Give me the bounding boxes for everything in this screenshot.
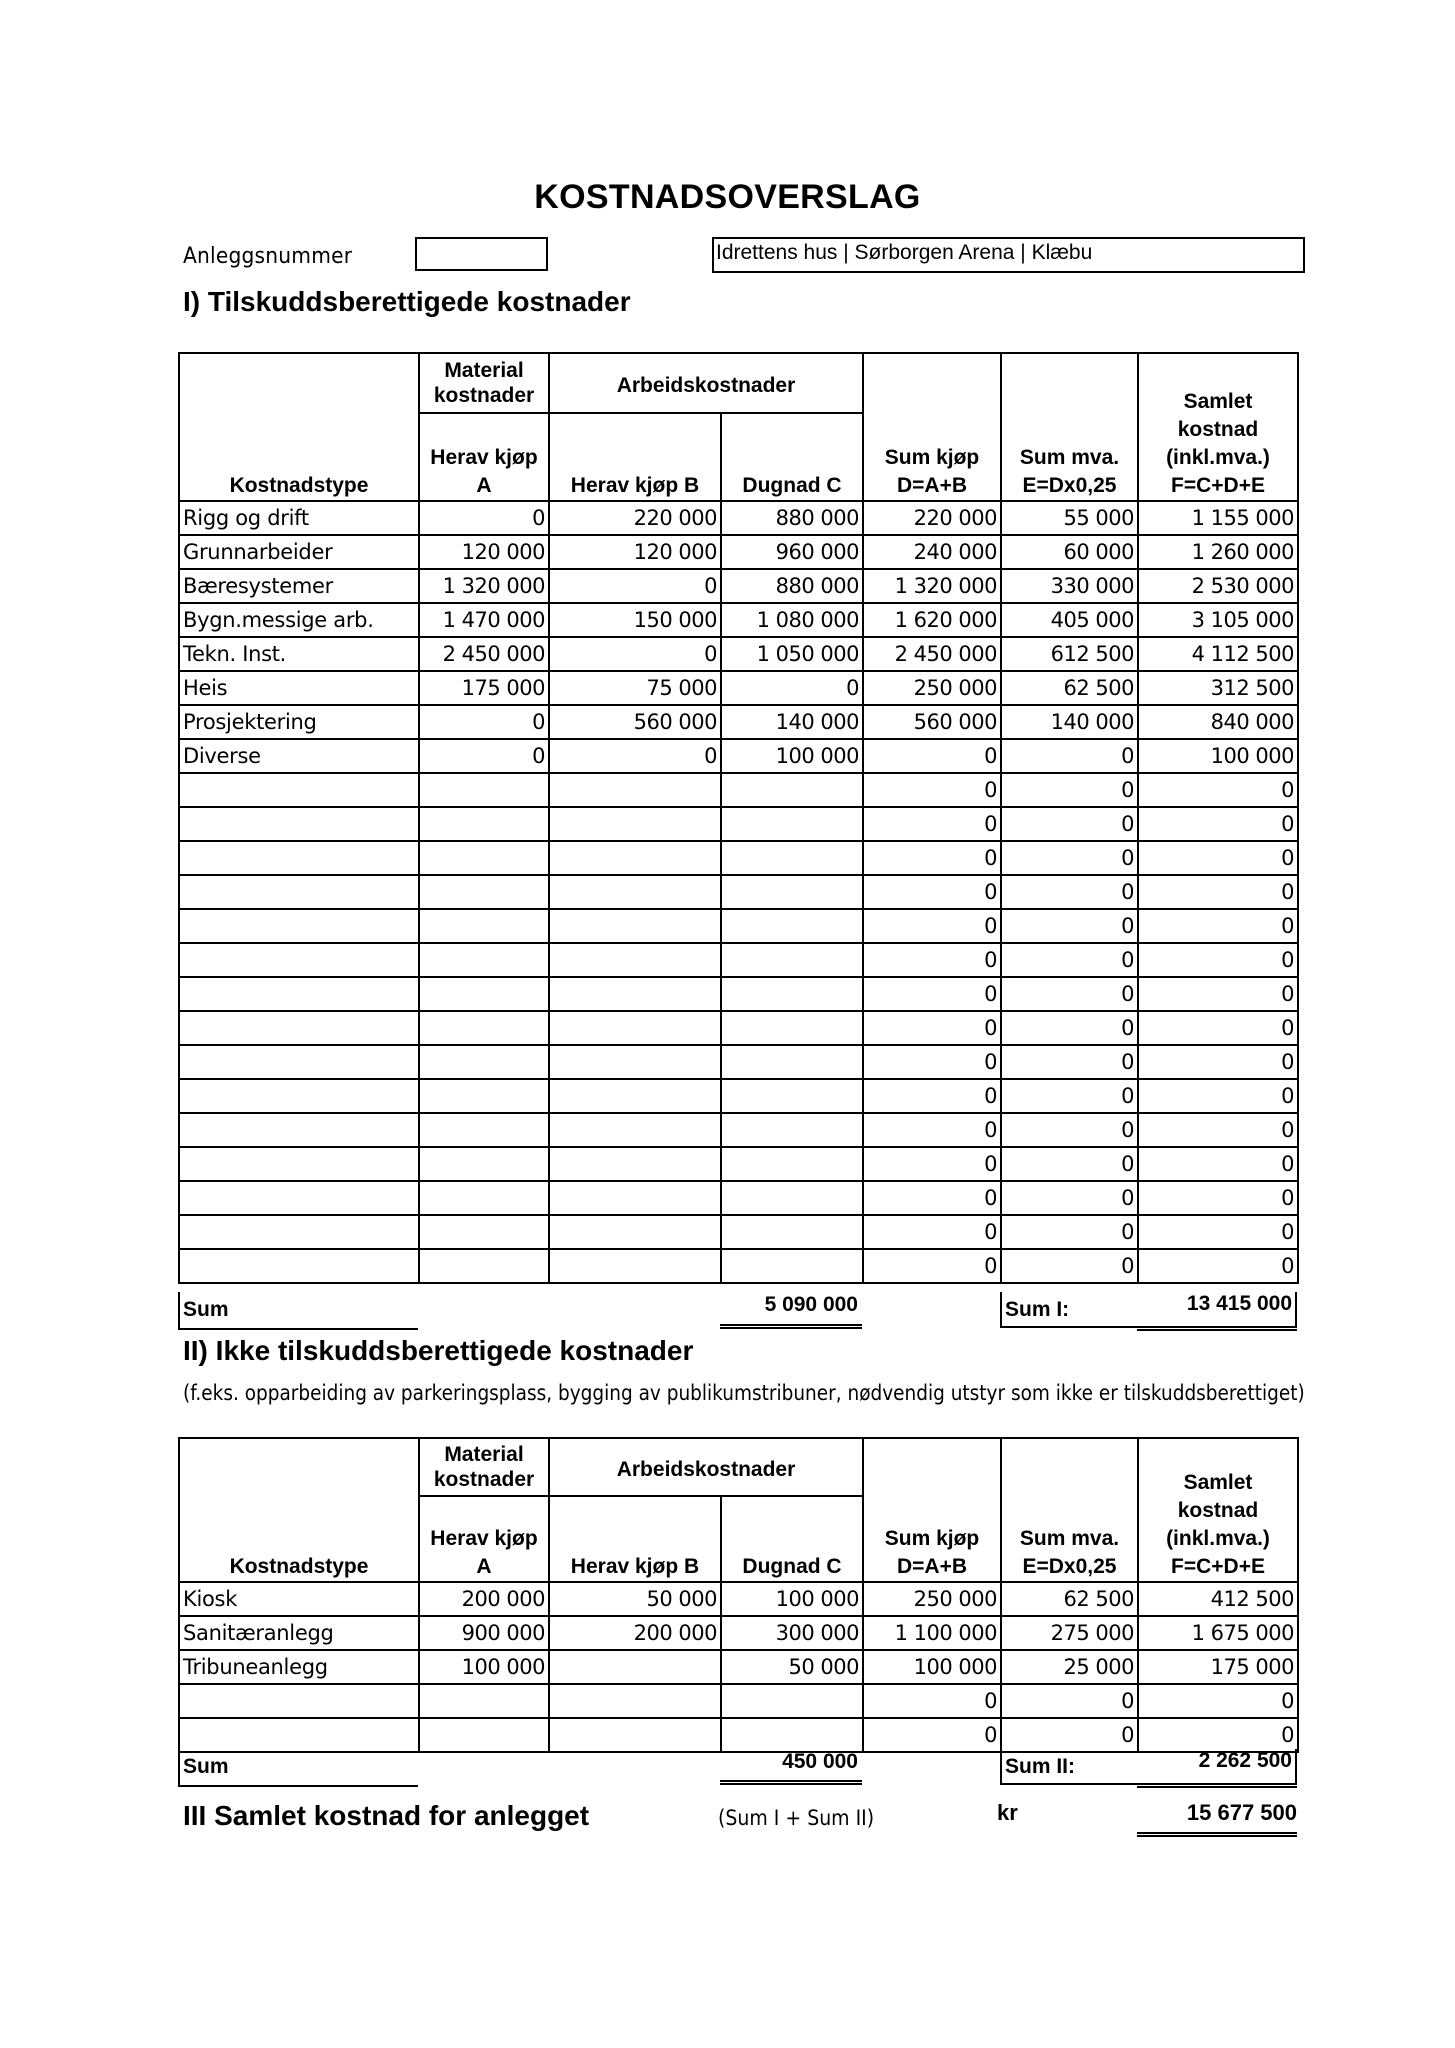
cell-col-d[interactable]: 0	[863, 1079, 1001, 1113]
cell-col-a[interactable]: 0	[419, 705, 549, 739]
table-row	[179, 637, 1298, 671]
cell-col-b[interactable]	[549, 1113, 721, 1147]
cell-kostnadstype[interactable]	[179, 841, 419, 875]
cell-col-e[interactable]: 0	[1001, 1684, 1138, 1718]
total-value: 15 677 500	[1186, 1800, 1297, 1825]
cell-col-b[interactable]: 75 000	[549, 671, 721, 705]
table-row	[179, 1249, 1298, 1283]
cell-kostnadstype[interactable]	[179, 1249, 419, 1283]
cell-kostnadstype[interactable]	[179, 807, 419, 841]
cell-col-c[interactable]: 100 000	[721, 739, 863, 773]
table-row	[179, 1616, 1298, 1650]
cell-kostnadstype[interactable]: Kiosk	[179, 1582, 419, 1616]
table-row	[179, 705, 1298, 739]
table-row	[179, 1582, 1298, 1616]
section2-table	[178, 1437, 1299, 1753]
header-arbeid-group: Arbeidskostnader	[549, 1438, 863, 1496]
cell-kostnadstype[interactable]	[179, 943, 419, 977]
cell-col-c[interactable]: 300 000	[721, 1616, 863, 1650]
cell-col-e[interactable]: 0	[1001, 943, 1138, 977]
header-kostnadstype: Kostnadstype	[179, 353, 419, 501]
section2-sum-total-underline	[1137, 1783, 1297, 1788]
section1-sum-label: Sum	[183, 1298, 229, 1321]
cell-col-c[interactable]	[721, 1684, 863, 1718]
cell-col-b[interactable]: 0	[549, 637, 721, 671]
cell-col-d[interactable]: 220 000	[863, 501, 1001, 535]
cell-col-d[interactable]: 240 000	[863, 535, 1001, 569]
cell-col-e[interactable]: 275 000	[1001, 1616, 1138, 1650]
cell-col-c[interactable]	[721, 1249, 863, 1283]
total-currency: kr	[997, 1800, 1018, 1825]
cell-col-d[interactable]: 0	[863, 841, 1001, 875]
cell-col-e[interactable]: 140 000	[1001, 705, 1138, 739]
cell-col-a[interactable]: 175 000	[419, 671, 549, 705]
cell-col-d[interactable]: 0	[863, 909, 1001, 943]
header-col-f: Samlet kostnad (inkl.mva.) F=C+D+E	[1138, 353, 1298, 501]
table-row	[179, 1147, 1298, 1181]
cell-col-d[interactable]: 100 000	[863, 1650, 1001, 1684]
cell-col-c[interactable]: 880 000	[721, 501, 863, 535]
cell-col-a[interactable]	[419, 1249, 549, 1283]
cell-col-a[interactable]	[419, 1718, 549, 1752]
cell-col-a[interactable]	[419, 943, 549, 977]
header-material-group: Material kostnader	[419, 353, 549, 413]
table-row	[179, 773, 1298, 807]
cell-col-c[interactable]	[721, 1045, 863, 1079]
cell-col-b[interactable]	[549, 807, 721, 841]
table-row	[179, 1113, 1298, 1147]
cell-col-e[interactable]: 0	[1001, 1147, 1138, 1181]
cell-kostnadstype[interactable]: Diverse	[179, 739, 419, 773]
cell-kostnadstype[interactable]: Tekn. Inst.	[179, 637, 419, 671]
anleggsnummer-label: Anleggsnummer	[183, 244, 353, 269]
cell-kostnadstype[interactable]: Rigg og drift	[179, 501, 419, 535]
table-row	[179, 841, 1298, 875]
section1-sum-cell	[178, 1292, 418, 1330]
cell-col-f[interactable]: 0	[1138, 841, 1298, 875]
cell-col-d[interactable]: 0	[863, 1718, 1001, 1752]
cell-col-f[interactable]: 0	[1138, 1011, 1298, 1045]
cell-col-f[interactable]: 312 500	[1138, 671, 1298, 705]
cell-col-b[interactable]	[549, 1045, 721, 1079]
cell-kostnadstype[interactable]	[179, 1079, 419, 1113]
cell-col-a[interactable]	[419, 1079, 549, 1113]
cell-kostnadstype[interactable]: Bæresystemer	[179, 569, 419, 603]
cell-col-a[interactable]	[419, 1215, 549, 1249]
cell-kostnadstype[interactable]: Grunnarbeider	[179, 535, 419, 569]
table-row	[179, 501, 1298, 535]
cell-col-e[interactable]: 0	[1001, 1011, 1138, 1045]
table-row	[179, 1215, 1298, 1249]
cell-col-a[interactable]: 200 000	[419, 1582, 549, 1616]
table-row	[179, 1181, 1298, 1215]
cell-col-b[interactable]	[549, 1181, 721, 1215]
page-title: KOSTNADSOVERSLAG	[534, 178, 921, 216]
header-kostnadstype: Kostnadstype	[179, 1438, 419, 1582]
cell-col-d[interactable]: 0	[863, 1684, 1001, 1718]
project-name-field[interactable]: Idrettens hus | Sørborgen Arena | Klæbu	[712, 237, 1305, 273]
cell-col-b[interactable]	[549, 909, 721, 943]
cell-col-f[interactable]: 0	[1138, 1045, 1298, 1079]
table-row	[179, 739, 1298, 773]
section1-sum-c-underline	[720, 1324, 862, 1329]
cell-col-d[interactable]: 1 320 000	[863, 569, 1001, 603]
cell-col-b[interactable]: 150 000	[549, 603, 721, 637]
cell-col-f[interactable]: 0	[1138, 773, 1298, 807]
header-col-a: Herav kjøp A	[419, 413, 549, 501]
section2-sum-total-box	[1000, 1749, 1297, 1785]
section1-sum-total-box	[1000, 1292, 1297, 1328]
cell-kostnadstype[interactable]	[179, 1181, 419, 1215]
cell-col-a[interactable]: 2 450 000	[419, 637, 549, 671]
cell-kostnadstype[interactable]	[179, 1113, 419, 1147]
cell-kostnadstype[interactable]	[179, 1718, 419, 1752]
table-row	[179, 807, 1298, 841]
cell-col-c[interactable]: 50 000	[721, 1650, 863, 1684]
cell-col-e[interactable]: 0	[1001, 1045, 1138, 1079]
section2-sum-cell	[178, 1749, 418, 1787]
cell-col-b[interactable]	[549, 1718, 721, 1752]
cell-col-b[interactable]	[549, 1650, 721, 1684]
cell-col-f[interactable]: 3 105 000	[1138, 603, 1298, 637]
cell-col-a[interactable]	[419, 909, 549, 943]
cell-col-c[interactable]: 0	[721, 671, 863, 705]
cell-col-a[interactable]	[419, 841, 549, 875]
section1-table	[178, 352, 1299, 1284]
cell-kostnadstype[interactable]	[179, 875, 419, 909]
cell-col-f[interactable]: 100 000	[1138, 739, 1298, 773]
cell-col-f[interactable]: 2 530 000	[1138, 569, 1298, 603]
table-row	[179, 671, 1298, 705]
cell-col-c[interactable]	[721, 773, 863, 807]
cell-col-a[interactable]	[419, 1011, 549, 1045]
cell-col-c[interactable]	[721, 909, 863, 943]
cell-col-b[interactable]	[549, 1684, 721, 1718]
cell-col-c[interactable]	[721, 1079, 863, 1113]
section2-note: (f.eks. opparbeiding av parkeringsplass, bygging av publikumstribuner, nødvendig utstyr som ikke er tilskuddsberettiget)	[183, 1381, 1305, 1405]
cell-kostnadstype[interactable]	[179, 1684, 419, 1718]
cell-col-d[interactable]: 1 100 000	[863, 1616, 1001, 1650]
cell-col-e[interactable]: 0	[1001, 1079, 1138, 1113]
cell-col-c[interactable]	[721, 1215, 863, 1249]
cell-col-d[interactable]: 0	[863, 773, 1001, 807]
cell-col-e[interactable]: 330 000	[1001, 569, 1138, 603]
cell-col-d[interactable]: 0	[863, 1113, 1001, 1147]
section1-sum-total: 13 415 000	[1186, 1292, 1292, 1315]
cell-col-d[interactable]: 0	[863, 1011, 1001, 1045]
cell-col-a[interactable]	[419, 977, 549, 1011]
table-row	[179, 943, 1298, 977]
header-col-a: Herav kjøp A	[419, 1496, 549, 1582]
cell-col-e[interactable]: 0	[1001, 1249, 1138, 1283]
cell-col-f[interactable]: 0	[1138, 1249, 1298, 1283]
cell-kostnadstype[interactable]: Bygn.messige arb.	[179, 603, 419, 637]
cell-col-b[interactable]	[549, 943, 721, 977]
cell-col-c[interactable]	[721, 1181, 863, 1215]
cell-col-e[interactable]: 25 000	[1001, 1650, 1138, 1684]
header-col-b: Herav kjøp B	[549, 1496, 721, 1582]
table-row	[179, 1011, 1298, 1045]
cell-col-b[interactable]	[549, 1215, 721, 1249]
cell-col-f[interactable]: 1 260 000	[1138, 535, 1298, 569]
cell-col-a[interactable]: 100 000	[419, 1650, 549, 1684]
section2-heading: II) Ikke tilskuddsberettigede kostnader	[183, 1335, 694, 1366]
header-material-group: Material kostnader	[419, 1438, 549, 1496]
cell-kostnadstype[interactable]	[179, 1215, 419, 1249]
cell-col-e[interactable]: 612 500	[1001, 637, 1138, 671]
cell-kostnadstype[interactable]: Tribuneanlegg	[179, 1650, 419, 1684]
cell-col-e[interactable]: 62 500	[1001, 1582, 1138, 1616]
cell-col-e[interactable]: 405 000	[1001, 603, 1138, 637]
cell-col-d[interactable]: 0	[863, 943, 1001, 977]
cell-col-b[interactable]: 120 000	[549, 535, 721, 569]
cell-col-f[interactable]: 0	[1138, 1215, 1298, 1249]
cell-col-b[interactable]: 200 000	[549, 1616, 721, 1650]
cell-col-f[interactable]: 840 000	[1138, 705, 1298, 739]
cell-col-a[interactable]	[419, 1147, 549, 1181]
cell-col-c[interactable]	[721, 841, 863, 875]
header-col-b: Herav kjøp B	[549, 413, 721, 501]
cell-kostnadstype[interactable]: Prosjektering	[179, 705, 419, 739]
cell-col-c[interactable]: 100 000	[721, 1582, 863, 1616]
cell-col-f[interactable]: 0	[1138, 875, 1298, 909]
table-row	[179, 909, 1298, 943]
cell-col-b[interactable]	[549, 875, 721, 909]
cell-kostnadstype[interactable]	[179, 909, 419, 943]
cell-col-a[interactable]	[419, 773, 549, 807]
cell-col-a[interactable]	[419, 1181, 549, 1215]
table-row	[179, 1718, 1298, 1752]
cell-col-d[interactable]: 0	[863, 1249, 1001, 1283]
section2-sum-total-label: Sum II:	[1005, 1755, 1076, 1778]
cell-col-b[interactable]	[549, 1249, 721, 1283]
cell-col-d[interactable]: 1 620 000	[863, 603, 1001, 637]
cell-kostnadstype[interactable]	[179, 773, 419, 807]
table-row	[179, 603, 1298, 637]
cell-col-d[interactable]: 250 000	[863, 1582, 1001, 1616]
table-row	[179, 977, 1298, 1011]
cell-kostnadstype[interactable]: Heis	[179, 671, 419, 705]
cell-col-f[interactable]: 0	[1138, 1684, 1298, 1718]
section1-sum-c: 5 090 000	[764, 1293, 858, 1316]
cell-col-b[interactable]: 0	[549, 739, 721, 773]
cell-kostnadstype[interactable]	[179, 977, 419, 1011]
cell-col-b[interactable]: 220 000	[549, 501, 721, 535]
cell-col-f[interactable]: 0	[1138, 1113, 1298, 1147]
total-formula: (Sum I + Sum II)	[718, 1806, 875, 1830]
header-arbeid-group: Arbeidskostnader	[549, 353, 863, 413]
cell-col-d[interactable]: 250 000	[863, 671, 1001, 705]
cell-col-d[interactable]: 0	[863, 1147, 1001, 1181]
cell-col-d[interactable]: 0	[863, 875, 1001, 909]
section1-heading: I) Tilskuddsberettigede kostnader	[183, 286, 631, 317]
table-row	[179, 1684, 1298, 1718]
cell-col-c[interactable]	[721, 943, 863, 977]
cell-col-a[interactable]	[419, 1113, 549, 1147]
cell-col-e[interactable]: 0	[1001, 773, 1138, 807]
cell-col-f[interactable]: 1 675 000	[1138, 1616, 1298, 1650]
table-row	[179, 1650, 1298, 1684]
cell-col-c[interactable]	[721, 807, 863, 841]
cell-col-e[interactable]: 0	[1001, 739, 1138, 773]
cell-col-c[interactable]	[721, 1011, 863, 1045]
cell-col-d[interactable]: 0	[863, 977, 1001, 1011]
cell-col-e[interactable]: 60 000	[1001, 535, 1138, 569]
cell-col-a[interactable]: 900 000	[419, 1616, 549, 1650]
section1-sum-total-label: Sum I:	[1005, 1298, 1070, 1321]
cell-col-c[interactable]: 880 000	[721, 569, 863, 603]
cell-col-d[interactable]: 0	[863, 1045, 1001, 1079]
cell-col-c[interactable]	[721, 1718, 863, 1752]
table-row	[179, 1045, 1298, 1079]
cell-col-a[interactable]	[419, 1045, 549, 1079]
cell-col-e[interactable]: 0	[1001, 875, 1138, 909]
cell-col-e[interactable]: 0	[1001, 1215, 1138, 1249]
cell-col-f[interactable]: 175 000	[1138, 1650, 1298, 1684]
cell-kostnadstype[interactable]	[179, 1147, 419, 1181]
cell-col-f[interactable]: 412 500	[1138, 1582, 1298, 1616]
cell-col-f[interactable]: 4 112 500	[1138, 637, 1298, 671]
cell-col-a[interactable]	[419, 875, 549, 909]
cell-col-e[interactable]: 0	[1001, 909, 1138, 943]
cell-col-a[interactable]: 1 320 000	[419, 569, 549, 603]
cell-col-c[interactable]: 140 000	[721, 705, 863, 739]
total-label: III Samlet kostnad for anlegget	[183, 1800, 590, 1831]
header-col-f: Samlet kostnad (inkl.mva.) F=C+D+E	[1138, 1438, 1298, 1582]
cell-col-d[interactable]: 0	[863, 1215, 1001, 1249]
cell-col-a[interactable]	[419, 807, 549, 841]
section2-sum-label: Sum	[183, 1755, 229, 1778]
header-col-e: Sum mva. E=Dx0,25	[1001, 1438, 1138, 1582]
cell-col-a[interactable]: 0	[419, 739, 549, 773]
cell-col-c[interactable]: 960 000	[721, 535, 863, 569]
table-row	[179, 535, 1298, 569]
cell-col-d[interactable]: 0	[863, 1181, 1001, 1215]
cell-col-f[interactable]: 0	[1138, 1181, 1298, 1215]
cell-col-d[interactable]: 0	[863, 739, 1001, 773]
cell-col-a[interactable]: 1 470 000	[419, 603, 549, 637]
cell-col-e[interactable]: 0	[1001, 1113, 1138, 1147]
cell-col-b[interactable]	[549, 1079, 721, 1113]
cell-kostnadstype[interactable]	[179, 1011, 419, 1045]
table-row	[179, 875, 1298, 909]
cell-col-c[interactable]: 1 050 000	[721, 637, 863, 671]
cell-col-f[interactable]: 0	[1138, 943, 1298, 977]
cell-col-b[interactable]	[549, 1147, 721, 1181]
section2-sum-c-underline	[720, 1780, 862, 1785]
cell-col-e[interactable]: 0	[1001, 807, 1138, 841]
cell-col-f[interactable]: 0	[1138, 1147, 1298, 1181]
anleggsnummer-field[interactable]	[415, 237, 548, 271]
cell-col-b[interactable]: 50 000	[549, 1582, 721, 1616]
cell-col-f[interactable]: 0	[1138, 1718, 1298, 1752]
cell-col-f[interactable]: 0	[1138, 909, 1298, 943]
cell-col-c[interactable]	[721, 875, 863, 909]
cell-kostnadstype[interactable]	[179, 1045, 419, 1079]
cell-col-e[interactable]: 0	[1001, 841, 1138, 875]
cell-col-d[interactable]: 560 000	[863, 705, 1001, 739]
cell-col-b[interactable]	[549, 977, 721, 1011]
cell-col-e[interactable]: 62 500	[1001, 671, 1138, 705]
cell-col-b[interactable]	[549, 841, 721, 875]
header-col-d: Sum kjøp D=A+B	[863, 353, 1001, 501]
cell-kostnadstype[interactable]: Sanitæranlegg	[179, 1616, 419, 1650]
cell-col-b[interactable]	[549, 773, 721, 807]
header-col-c: Dugnad C	[721, 413, 863, 501]
table-row	[179, 1079, 1298, 1113]
cell-col-f[interactable]: 0	[1138, 1079, 1298, 1113]
section1-sum-total-underline	[1137, 1326, 1297, 1331]
cell-col-b[interactable]	[549, 1011, 721, 1045]
cell-col-e[interactable]: 0	[1001, 1181, 1138, 1215]
header-col-e: Sum mva. E=Dx0,25	[1001, 353, 1138, 501]
cell-col-c[interactable]	[721, 977, 863, 1011]
cell-col-a[interactable]	[419, 1684, 549, 1718]
cell-col-d[interactable]: 2 450 000	[863, 637, 1001, 671]
cell-col-d[interactable]: 0	[863, 807, 1001, 841]
cell-col-c[interactable]: 1 080 000	[721, 603, 863, 637]
cell-col-a[interactable]: 0	[419, 501, 549, 535]
cell-col-f[interactable]: 0	[1138, 807, 1298, 841]
cell-col-f[interactable]: 0	[1138, 977, 1298, 1011]
cell-col-e[interactable]: 55 000	[1001, 501, 1138, 535]
cell-col-c[interactable]	[721, 1147, 863, 1181]
cell-col-a[interactable]: 120 000	[419, 535, 549, 569]
cell-col-b[interactable]: 560 000	[549, 705, 721, 739]
cell-col-e[interactable]: 0	[1001, 977, 1138, 1011]
section2-sum-c: 450 000	[782, 1750, 858, 1773]
section2-sum-total: 2 262 500	[1198, 1749, 1292, 1772]
cell-col-b[interactable]: 0	[549, 569, 721, 603]
header-col-c: Dugnad C	[721, 1496, 863, 1582]
cell-col-e[interactable]: 0	[1001, 1718, 1138, 1752]
total-underline	[1137, 1832, 1297, 1837]
table-row	[179, 569, 1298, 603]
cell-col-c[interactable]	[721, 1113, 863, 1147]
cell-col-f[interactable]: 1 155 000	[1138, 501, 1298, 535]
header-col-d: Sum kjøp D=A+B	[863, 1438, 1001, 1582]
